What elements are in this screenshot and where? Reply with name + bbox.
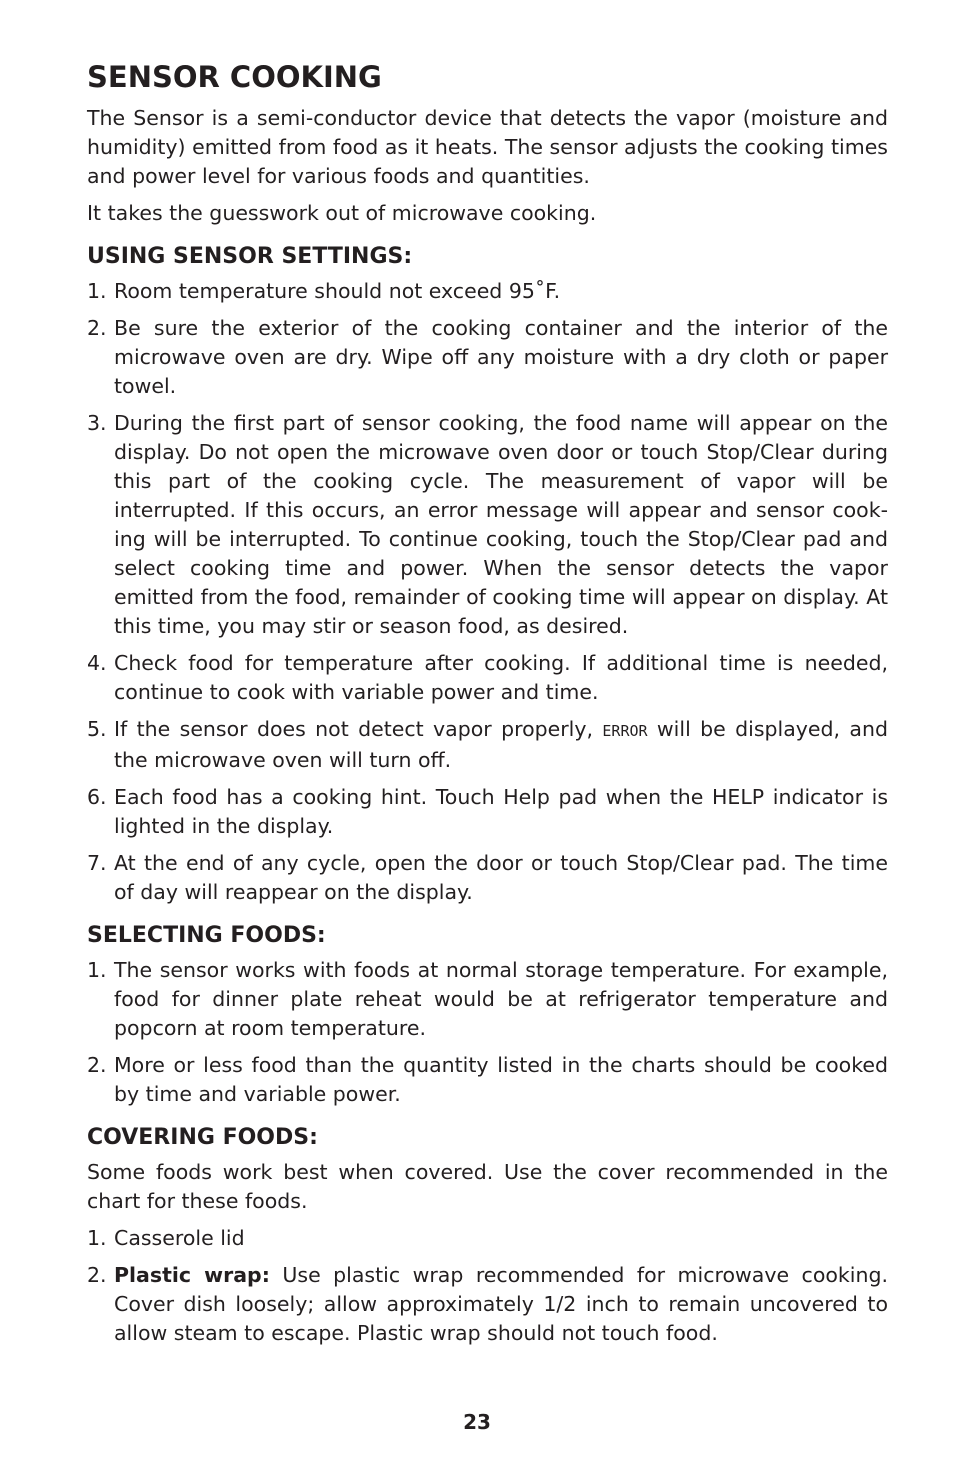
list-item: 1. Room temperature should not exceed 95˚F. bbox=[87, 279, 561, 303]
intro-paragraph-1: The Sensor is a semi-conductor device that detects the vapor (moisture and humidity) emitted from food as it heats. The sensor adjusts the cooking times and power level for various foods and quantities. bbox=[87, 106, 888, 188]
covering-foods-list bbox=[87, 1224, 888, 1348]
plastic-wrap-label: Plastic wrap: bbox=[114, 1263, 270, 1287]
list-item: 7. At the end of any cycle, open the door or touch Stop/Clear pad. The time of day will reappear on the display. bbox=[87, 851, 888, 904]
covering-foods-heading: COVERING FOODS: bbox=[87, 1125, 318, 1150]
list-item: 1. Casserole lid bbox=[87, 1226, 245, 1250]
page-content bbox=[87, 58, 888, 1356]
selecting-foods-heading: SELECTING FOODS: bbox=[87, 923, 326, 948]
list-item: 3. During the first part of sensor cooking, the food name will appear on the display. Do not open the microwave oven door or touch Stop/Clear during this part of the cooking cycle. The measurement of vapor will be interrupted. If this occurs, an error message will appear and sensor cook-ing will be interrupted. To continue cooking, touch the Stop/Clear pad and select cooking time and power. When the sensor detects the vapor emitted from the food, remainder of cooking time will appear on display. At this time, you may stir or season food, as desired. bbox=[87, 411, 888, 638]
selecting-foods-list bbox=[87, 956, 888, 1109]
page-number: 23 bbox=[463, 1410, 491, 1434]
list-item: 4. Check food for temperature after cooking. If additional time is needed, continue to cook with variable power and time. bbox=[87, 651, 888, 704]
using-sensor-heading: USING SENSOR SETTINGS: bbox=[87, 244, 413, 269]
page-title: SENSOR COOKING bbox=[87, 60, 382, 94]
using-sensor-list bbox=[87, 277, 888, 907]
list-item: 2. More or less food than the quantity listed in the charts should be cooked by time and variable power. bbox=[87, 1053, 888, 1106]
list-item: 5. If the sensor does not detect vapor properly, ERROR will be displayed, and the microwave oven will turn off. bbox=[87, 717, 888, 772]
covering-intro: Some foods work best when covered. Use the cover recommended in the chart for these foods. bbox=[87, 1160, 888, 1213]
error-display-code: ERROR bbox=[602, 722, 648, 740]
intro-paragraph-2: It takes the guesswork out of microwave cooking. bbox=[87, 201, 597, 225]
list-item: 2. Plastic wrap: Use plastic wrap recommended for microwave cooking. Cover dish loosely; allow approximately 1/2 inch to remain uncovered to allow steam to escape. Plastic wrap should not touch food. bbox=[87, 1263, 888, 1345]
list-item: 1. The sensor works with foods at normal storage temperature. For example, food for dinner plate reheat would be at refrigerator temperature and popcorn at room temperature. bbox=[87, 958, 888, 1040]
list-item: 6. Each food has a cooking hint. Touch Help pad when the HELP indicator is lighted in the display. bbox=[87, 785, 888, 838]
list-item: 2. Be sure the exterior of the cooking container and the interior of the microwave oven are dry. Wipe off any moisture with a dry cloth or paper towel. bbox=[87, 316, 888, 398]
